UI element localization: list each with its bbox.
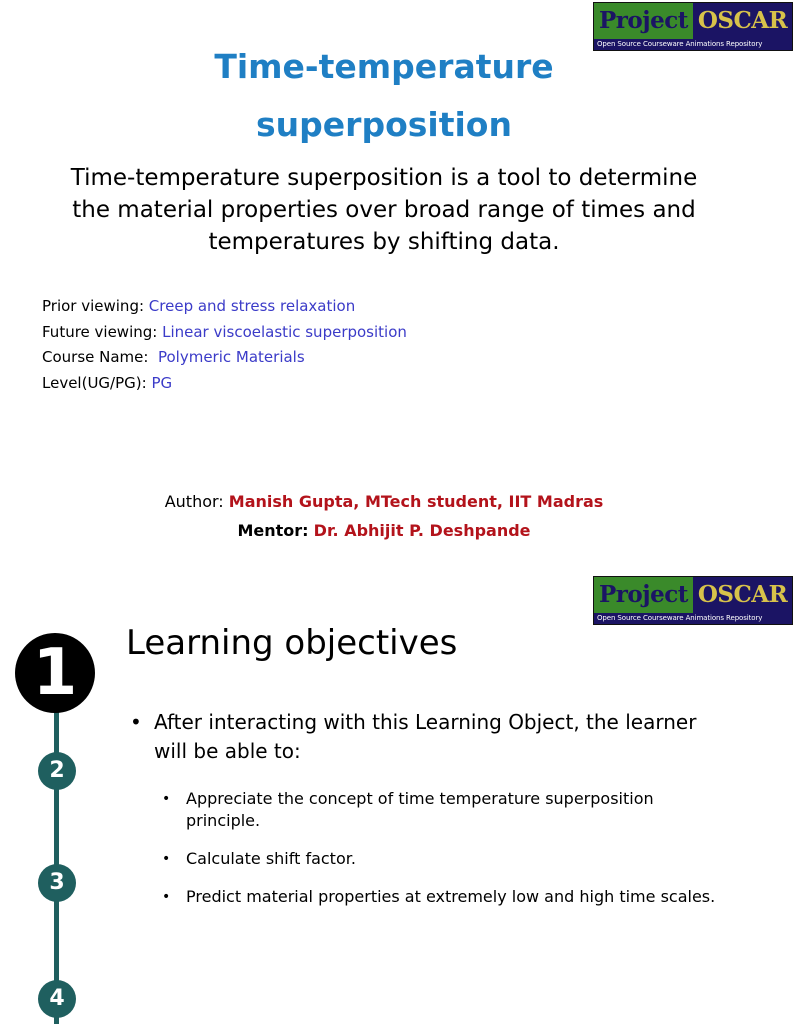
author-line: Author: Manish Gupta, MTech student, IIT Madras xyxy=(164,492,604,511)
slide-title xyxy=(0,38,768,154)
step-2-badge[interactable]: 2 xyxy=(38,752,76,790)
sub-bullet: • Predict material properties at extremely low and high time scales. xyxy=(160,886,730,908)
meta-prior-viewing: Prior viewing: Creep and stress relaxation xyxy=(42,297,356,315)
prior-viewing-link[interactable]: Creep and stress relaxation xyxy=(148,297,356,315)
meta-future-viewing: Future viewing: Linear viscoelastic superposition xyxy=(42,322,407,341)
credits xyxy=(0,487,768,545)
sub-bullet-list xyxy=(130,788,730,908)
objectives-slide xyxy=(0,576,788,1024)
objectives-list xyxy=(130,708,730,924)
intro-text: Time-temperature superposition is a tool to determine the material properties over broad range of times and temperatures by shifting data. xyxy=(70,165,698,255)
logo-tagline: Open Source Courseware Animations Repository xyxy=(594,39,792,50)
sub-bullet: • Calculate shift factor. xyxy=(160,848,730,870)
step-4-badge[interactable]: 4 xyxy=(38,980,76,1018)
level-value: PG xyxy=(151,373,173,392)
step-3-badge[interactable]: 3 xyxy=(38,864,76,902)
author-name: Manish Gupta, MTech student, IIT Madras xyxy=(228,492,604,511)
course-name-value: Polymeric Materials xyxy=(157,348,305,366)
step-1-badge[interactable]: 1 xyxy=(15,633,95,713)
future-viewing-link[interactable]: Linear viscoelastic superposition xyxy=(162,322,407,341)
objectives-heading: Learning objectives xyxy=(126,623,458,663)
main-bullet: • After interacting with this Learning Object, the learner will be able to: xyxy=(130,708,730,766)
logo-project-text: Project xyxy=(594,3,693,39)
logo-project-text: Project xyxy=(594,577,693,613)
logo-oscar-text: OSCAR xyxy=(693,3,792,39)
mentor-line: Mentor: Dr. Abhijit P. Deshpande xyxy=(237,521,531,540)
mentor-name: Dr. Abhijit P. Deshpande xyxy=(313,521,531,540)
project-oscar-logo-2 xyxy=(593,576,793,625)
meta-level: Level(UG/PG): PG xyxy=(42,373,173,392)
logo-oscar-text: OSCAR xyxy=(693,577,792,613)
title-line-1: Time-temperature xyxy=(214,47,554,86)
title-line-2: superposition xyxy=(256,105,512,144)
sub-bullet: • Appreciate the concept of time temperature superposition principle. xyxy=(160,788,730,832)
course-meta xyxy=(42,294,407,396)
logo-tagline: Open Source Courseware Animations Repository xyxy=(594,613,792,624)
meta-course-name: Course Name: Polymeric Materials xyxy=(42,348,305,366)
